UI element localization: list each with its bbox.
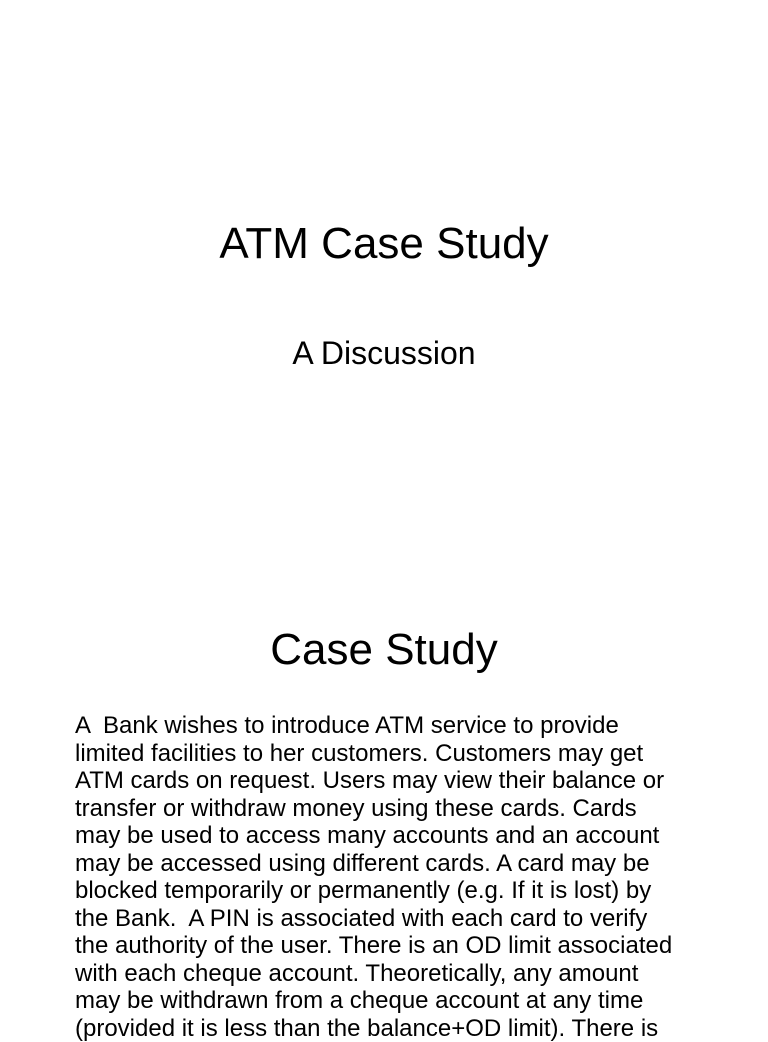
body-line: A Bank wishes to introduce ATM service to provide	[75, 712, 735, 740]
body-line: may be used to access many accounts and an account	[75, 822, 735, 850]
slide-title-heading: ATM Case Study	[0, 218, 768, 270]
slide-subtitle: A Discussion	[0, 334, 768, 372]
body-line: may be accessed using different cards. A card may be	[75, 850, 735, 878]
body-line: limited facilities to her customers. Customers may get	[75, 740, 735, 768]
slide-title	[0, 0, 768, 512]
body-line: with each cheque account. Theoretically, any amount	[75, 960, 735, 988]
body-line: transfer or withdraw money using these cards. Cards	[75, 795, 735, 823]
body-line: the Bank. A PIN is associated with each card to verify	[75, 905, 735, 933]
body-line: (provided it is less than the balance+OD limit). There is	[75, 1015, 735, 1042]
slide-case-study	[0, 512, 768, 1024]
body-line: the authority of the user. There is an OD limit associated	[75, 932, 735, 960]
case-study-heading: Case Study	[0, 625, 768, 675]
body-line: ATM cards on request. Users may view their balance or	[75, 767, 735, 795]
case-study-body	[75, 712, 735, 1042]
body-line: may be withdrawn from a cheque account at any time	[75, 987, 735, 1015]
body-line: blocked temporarily or permanently (e.g. If it is lost) by	[75, 877, 735, 905]
